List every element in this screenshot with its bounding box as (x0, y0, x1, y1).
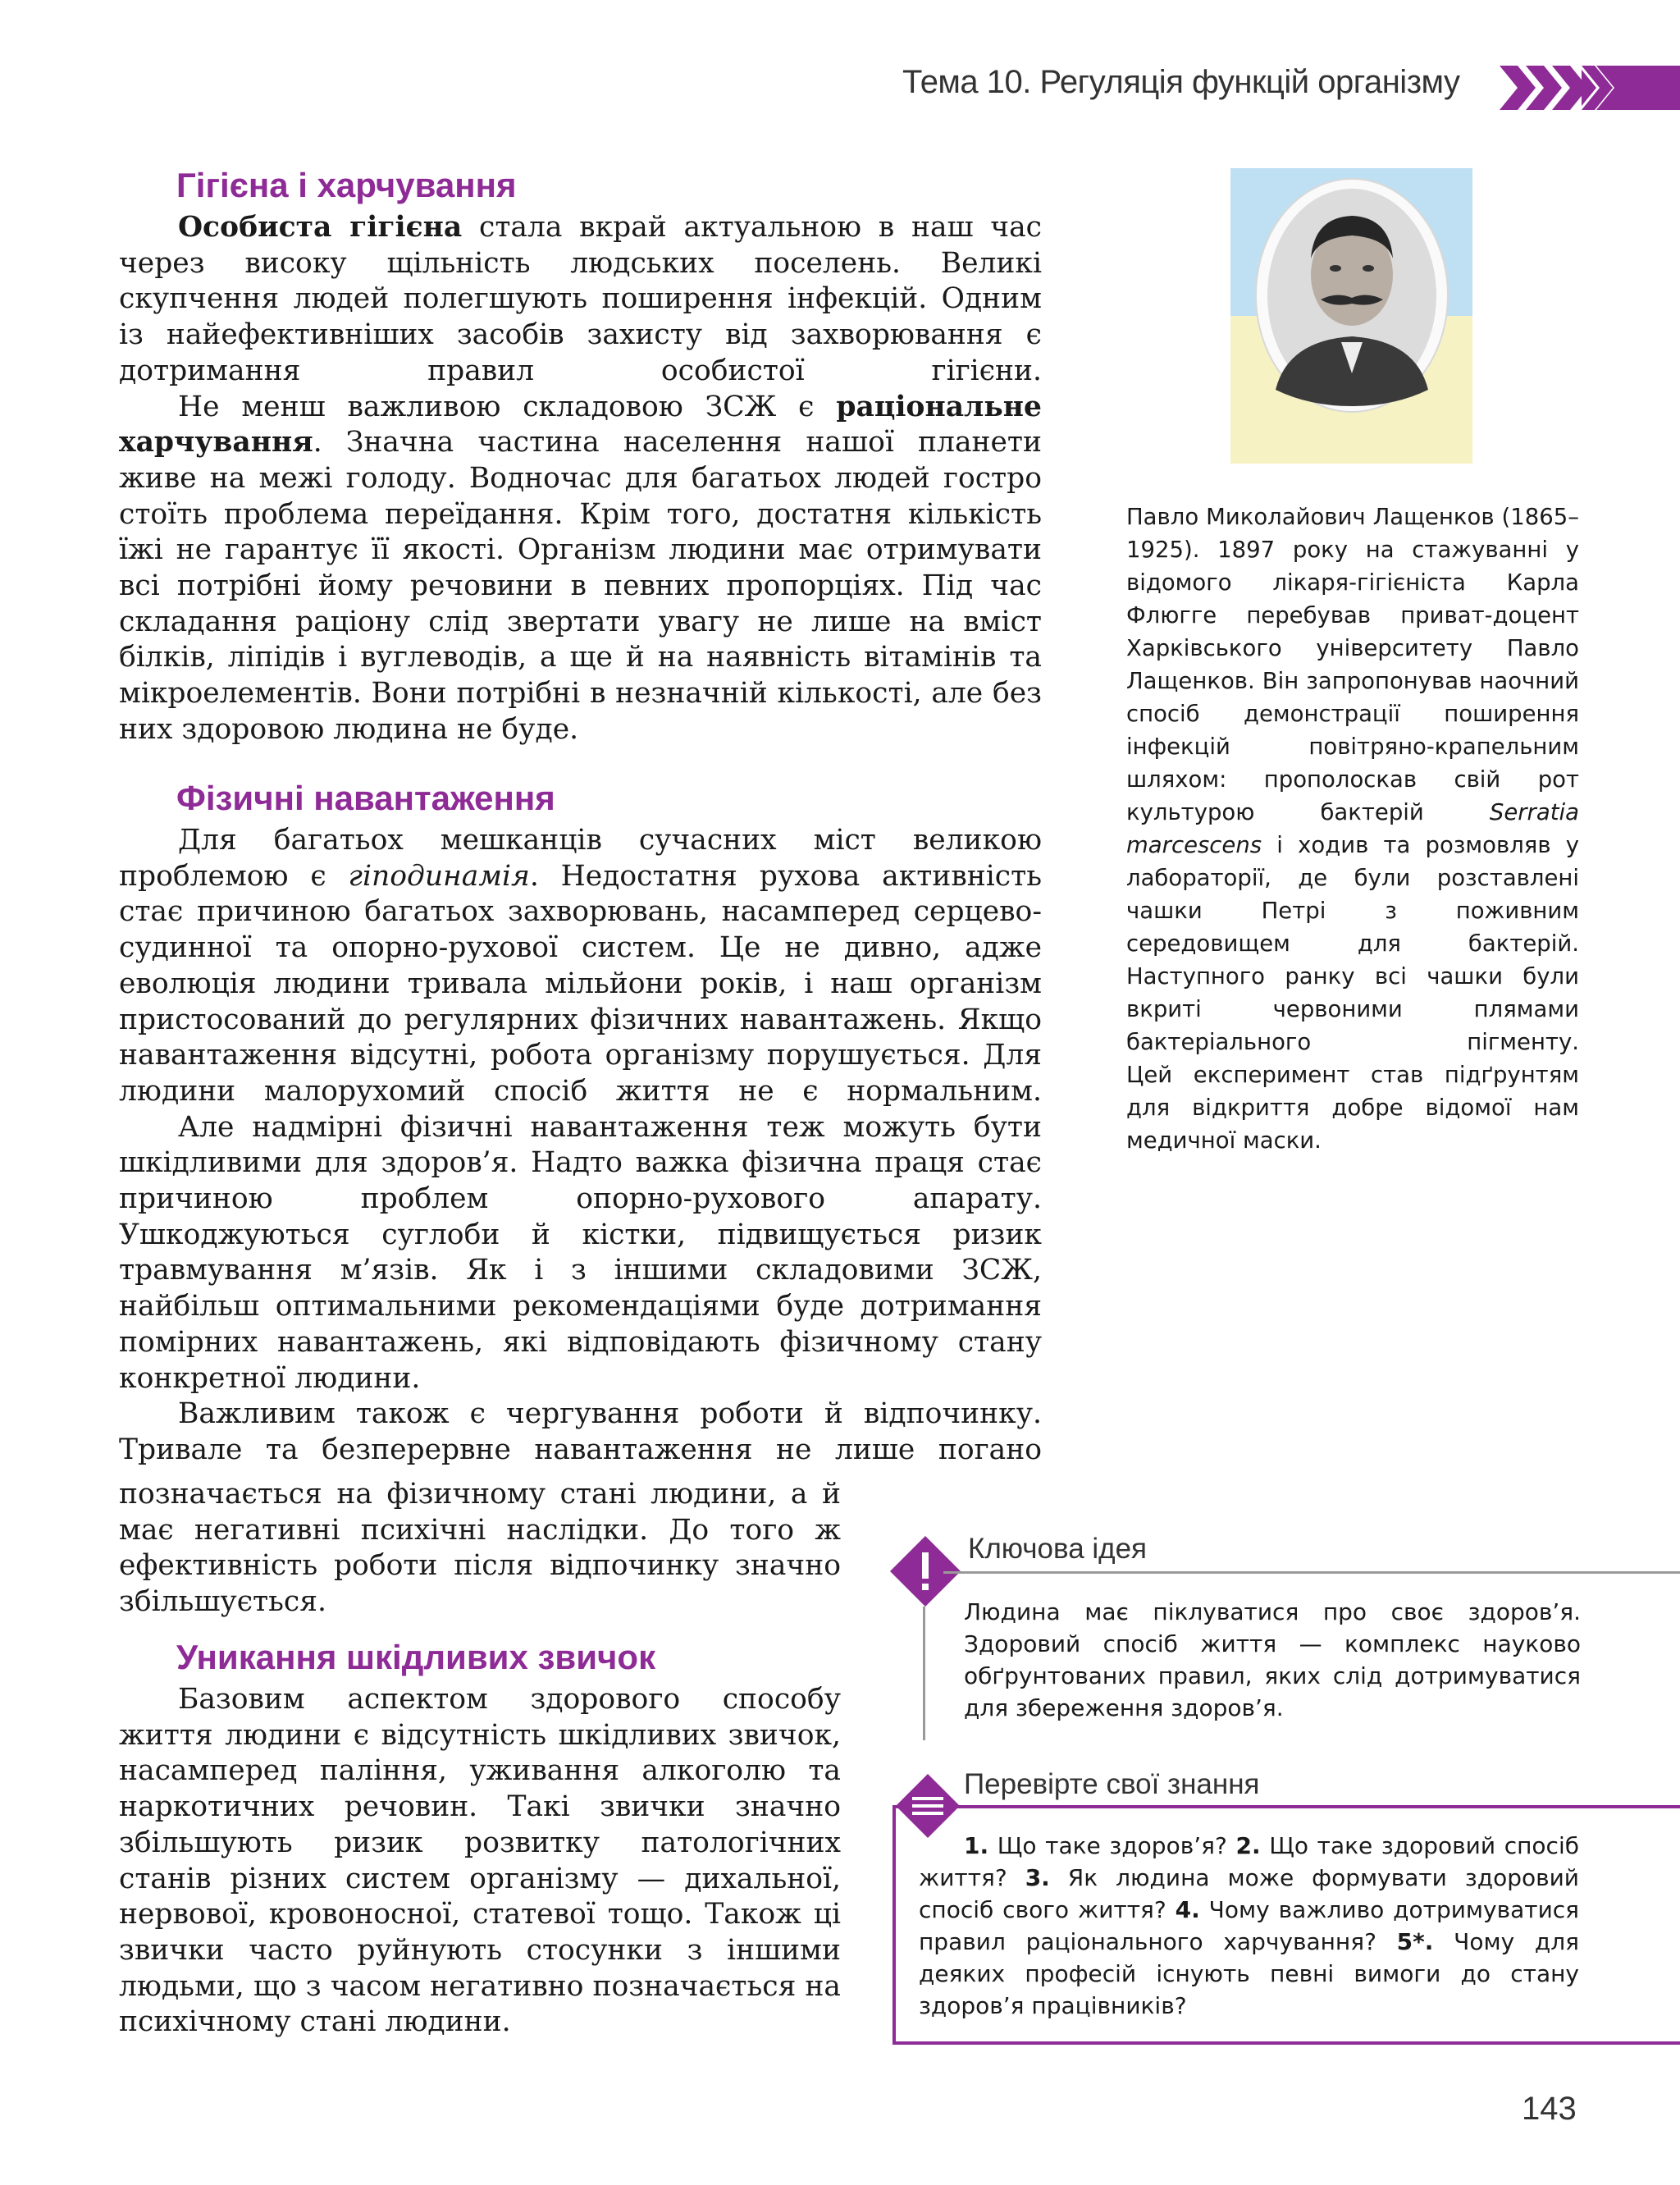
paragraph: Але надмірні фізичні навантаження теж можуть бути шкідливими для здоров’я. Надто важка фізична праця стає причиною проблем опорно-рухового апарату. Ушкоджуються суглоби й кістки, підвищується ризик травмування м’язів. Як і з іншими складовими ЗСЖ, найбільш оптимальними рекомендаціями буде дотримання помірних навантажень, які відповідають фізичному стану конкретної людини. (119, 1110, 1042, 1395)
questions-text (919, 1830, 1579, 2022)
paragraph: позначається на фізичному стані людини, а й має негативні психічні наслідки. До того ж ефективність роботи після відпочинку значно збільшується. (119, 1478, 841, 1619)
chevron-arrows-icon (1500, 66, 1680, 110)
bold-term: Особиста гігієна (178, 211, 463, 244)
check-title: Перевірте свої знання (964, 1768, 1265, 1801)
chapter-title: Тема 10. Регуляція функцій організму (902, 64, 1460, 100)
section-heading: Гігієна і харчування (176, 166, 517, 204)
section-heading: Уникання шкідливих звичок (176, 1638, 656, 1676)
divider (943, 1571, 1680, 1574)
section-hygiene (119, 162, 1042, 748)
paragraph: Для багатьох мешканців сучасних міст великою проблемою є гіподинамія. Недостатня рухова активність стає причиною багатьох захворювань, насамперед серцево-судинної та опорно-рухової систем. Це не дивно, адже еволюція людини тривала мільйони років, і наш організм пристосований до регулярних фізичних навантажень. Якщо навантаження відсутні, робота організму порушується. Для людини малорухомий спосіб життя не є нормальним. (119, 824, 1042, 1108)
portrait-lashchenkov (1230, 168, 1472, 464)
bold-term: раціональне харчування (119, 390, 1042, 459)
italic-term: гіподинамія (348, 859, 530, 893)
paragraph: Важливим також є чергування роботи й відпочинку. Тривале та безперервне навантаження не лише погано (119, 1397, 1042, 1466)
key-idea-text: Людина має піклуватися про своє здоров’я. Здоровий спосіб життя — комплекс науково обґрунтованих правил, яких слід дотримуватися для збереження здоров’я. (964, 1598, 1581, 1721)
section-physical (119, 775, 1042, 1469)
section-habits (119, 1634, 841, 2041)
divider (923, 1607, 925, 1740)
caption-paragraph: Цей експеримент став підґрунтям для відкриття добре відомої нам медичної маски. (1126, 1062, 1579, 1154)
caption-paragraph: Павло Миколайович Лащенков (1865–1925). 1897 року на стажуванні у відомого лікаря-гігієніста Карла Флюгге перебував приват-доцент Харківського університету Павло Лащенков. Він запропонував наочний спосіб демонстрації поширення інфекцій повітряно-крапельним шляхом: прополоскав свій рот культурою бактерій Serratia marcescens і ходив та розмовляв у лабораторії, де були розставлені чашки Петрі з поживним середовищем для бактерій. Наступного ранку всі чашки були вкриті червоними плямами бактеріального пігменту. (1126, 504, 1579, 1055)
list-icon (896, 1774, 960, 1838)
portrait-caption (1126, 501, 1579, 1157)
species-name: Serratia marcescens (1126, 799, 1579, 858)
key-idea-title: Ключова ідея (968, 1533, 1147, 1565)
section-heading: Фізичні навантаження (176, 779, 555, 817)
paragraph-continued (119, 1477, 841, 1620)
paragraph: Не менш важливою складовою ЗСЖ є раціональне харчування. Значна частина населення нашої планети живе на межі голоду. Водночас для багатьох людей гостро стоїть проблема переїдання. Крім того, достатня кількість їжі не гарантує її якості. Організм людини має отримувати всі потрібні йому речовини в певних пропорціях. Під час складання раціону слід звертати увагу не лише на вміст білків, ліпідів і вуглеводів, а ще й на наявність вітамінів та мікроелементів. Вони потрібні в незначній кількості, але без них здоровою людина не буде. (119, 390, 1042, 746)
questions: 1. Що таке здоров’я? 2. Що таке здоровий спосіб життя? 3. Як людина може формувати здоровий спосіб свого життя? 4. Чому важливо дотримуватися правил раціонального харчування? 5*. Чому для деяких професій існують певні вимоги до стану здоров’я працівників? (919, 1832, 1580, 2019)
paragraph: Особиста гігієна стала вкрай актуальною в наш час через високу щільність людських поселень. Великі скупчення людей полегшують поширення інфекцій. Одним із найефективніших засобів захисту від захворювання є дотримання правил особистої гігієни. (119, 211, 1042, 387)
page-number: 143 (1522, 2091, 1577, 2127)
paragraph: Базовим аспектом здорового способу життя людини є відсутність шкідливих звичок, насамперед паління, уживання алкоголю та наркотичних речовин. Такі звички значно збільшують ризик розвитку патологічних станів різних систем організму — дихальної, нервової, кровоносної, статевої тощо. Також ці звички часто руйнують стосунки з іншими людьми, що з часом негативно позначається на психічному стані людини. (119, 1683, 841, 2039)
